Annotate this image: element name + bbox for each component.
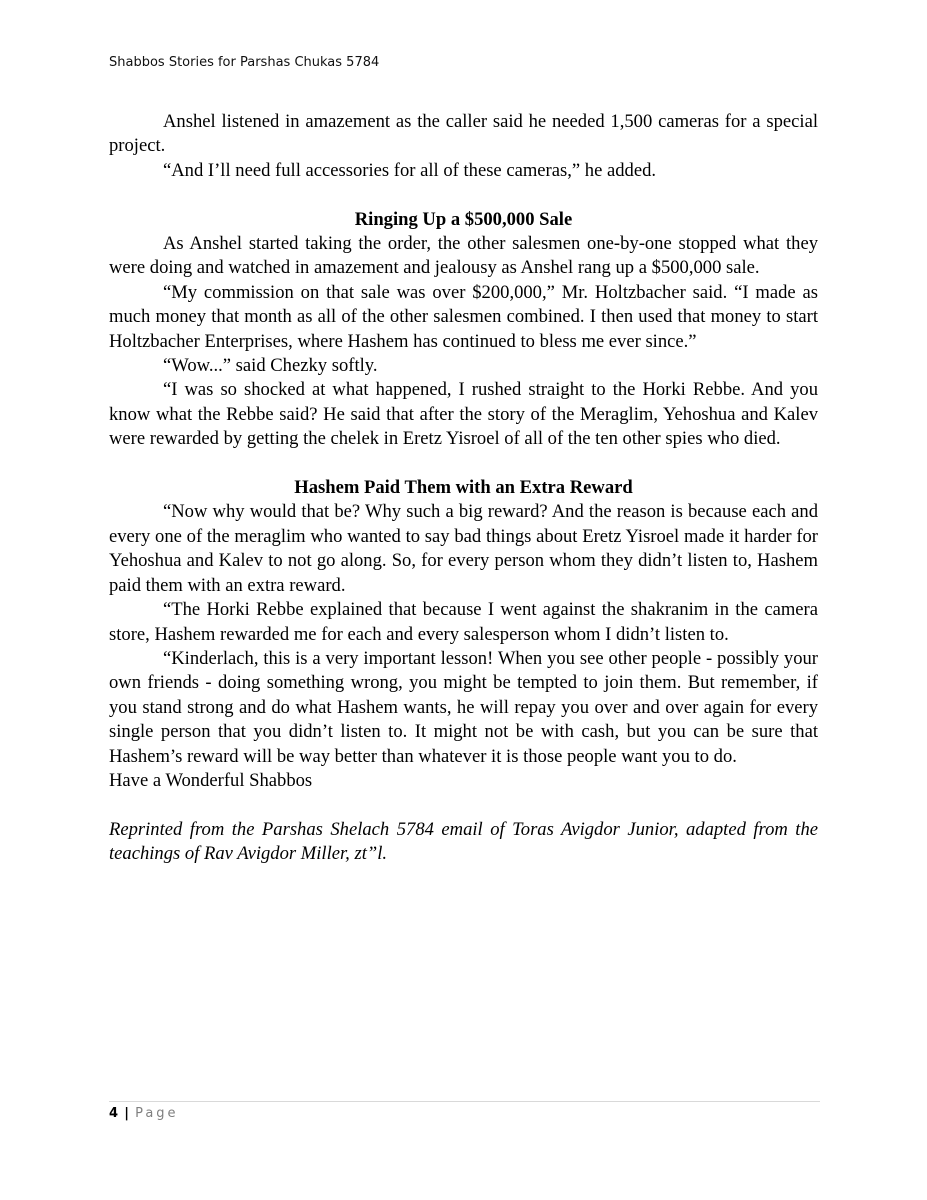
paragraph: “The Horki Rebbe explained that because I went against the shakranim in the camera store, Hashem rewarded me for each and every salesperson whom I didn’t listen to. [109,599,818,645]
document-body [109,110,818,867]
paragraph: “Kinderlach, this is a very important lesson! When you see other people - possibly your own friends - doing something wrong, you might be tempted to join them. But remember, if you stand strong and do what Hashem wants, he will repay you over and over again for every single person that you didn’t listen to. It might not be with cash, but you can be sure that Hashem’s reward will be way better than whatever it is those people want you to do. [109,647,818,767]
paragraph: “I was so shocked at what happened, I rushed straight to the Horki Rebbe. And you know what the Rebbe said? He said that after the story of the Meraglim, Yehoshua and Kalev were rewarded by getting the chelek in Eretz Yisroel of all of the ten other spies who died. [109,379,818,450]
page-header-title: Shabbos Stories for Parshas Chukas 5784 [109,55,380,70]
closing-line: Have a Wonderful Shabbos [109,769,313,791]
section-heading: Ringing Up a $500,000 Sale [354,208,573,230]
section-heading: Hashem Paid Them with an Extra Reward [294,477,633,499]
paragraph: “And I’ll need full accessories for all of these cameras,” he added. [163,159,657,181]
paragraph: “Wow...” said Chezky softly. [163,355,378,377]
page-number: 4 [109,1106,119,1121]
page-label: Page [135,1106,179,1121]
paragraph: As Anshel started taking the order, the other salesmen one-by-one stopped what they were doing and watched in amazement and jealousy as Anshel rang up a $500,000 sale. [109,233,818,279]
paragraph: “Now why would that be? Why such a big reward? And the reason is because each and every one of the meraglim who wanted to say bad things about Eretz Yisroel made it harder for Yehoshua and Kalev to not go along. So, for every person whom they didn’t listen to, Hashem paid them with an extra reward. [109,501,818,596]
credit-note: Reprinted from the Parshas Shelach 5784 email of Toras Avigdor Junior, adapted from the teachings of Rav Avigdor Miller, zt”l. [109,818,818,865]
footer-separator: | [124,1106,129,1121]
page-footer [109,1106,179,1121]
paragraph: Anshel listened in amazement as the caller said he needed 1,500 cameras for a special project. [109,111,818,157]
footer-divider [109,1101,820,1102]
paragraph: “My commission on that sale was over $200,000,” Mr. Holtzbacher said. “I made as much money that month as all of the other salesmen combined. I then used that money to start Holtzbacher Enterprises, where Hashem has continued to bless me ever since.” [109,281,818,352]
